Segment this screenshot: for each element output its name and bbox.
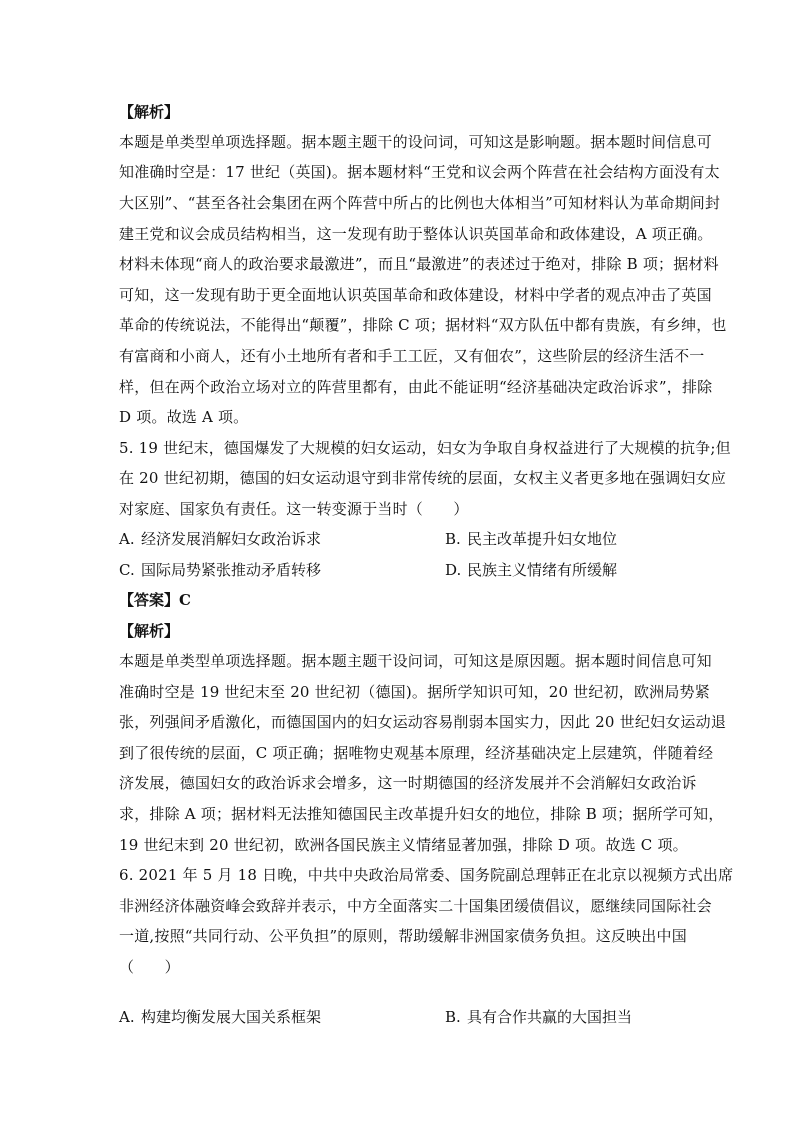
analysis-line: 建王党和议会成员结构相当，这一发现有助于整体认识英国革命和政体建设，A 项正确。 (119, 225, 713, 243)
option-letter: B. (445, 1008, 461, 1026)
analysis-line: 19 世纪末到 20 世纪初，欧洲各国民族主义情绪显著加强，排除 D 项。故选 C 项。 (119, 836, 688, 854)
analysis-heading-q5: 【解析】 (119, 622, 180, 640)
option-letter: D. (445, 561, 462, 579)
analysis-line: D 项。故选 A 项。 (119, 408, 249, 426)
question-5-stem-line: 5. 19 世纪末，德国爆发了大规模的妇女运动，妇女为争取自身权益进行了大规模的抗争;但 (119, 439, 731, 457)
analysis-line: 准确时空是 19 世纪末至 20 世纪初（德国)。据所学知识可知，20 世纪初，欧洲局势紧 (119, 683, 710, 701)
option-letter: A. (119, 1008, 135, 1026)
answer-q5: 【答案】C (119, 591, 191, 609)
analysis-line: 济发展，德国妇女的政治诉求会增多，这一时期德国的经济发展并不会消解妇女政治诉 (119, 774, 697, 792)
question-5-option-c (119, 560, 321, 580)
analysis-line: 材料未体现“商人的政治要求最激进”，而且“最激进”的表述过于绝对，排除 B 项；据材料 (119, 255, 719, 273)
question-6-stem-line: 一道,按照“共同行动、公平负担”的原则，帮助缓解非洲国家债务负担。这反映出中国 (119, 927, 687, 945)
analysis-heading-q4: 【解析】 (119, 103, 180, 121)
question-5-option-d (445, 560, 617, 580)
option-letter: B. (445, 530, 461, 548)
question-5-stem-line: 对家庭、国家负有责任。这一转变源于当时（ ） (119, 500, 469, 518)
analysis-line: 可知，这一发现有助于更全面地认识英国革命和政体建设，材料中学者的观点冲击了英国 (119, 286, 712, 304)
analysis-line: 革命的传统说法，不能得出“颠覆”，排除 C 项；据材料“双方队伍中都有贵族，有乡绅，也 (119, 316, 727, 334)
option-letter: A. (119, 530, 135, 548)
question-6-stem-line: （ ） (119, 958, 180, 976)
analysis-line: 样，但在两个政治立场对立的阵营里都有，由此不能证明“经济基础决定政治诉求”，排除 (119, 378, 713, 396)
option-text: 经济发展消解妇女政治诉求 (141, 530, 322, 548)
option-text: 具有合作共赢的大国担当 (467, 1008, 633, 1026)
question-5-option-b (445, 529, 617, 549)
analysis-line: 知准确时空是：17 世纪（英国)。据本题材料“王党和议会两个阵营在社会结构方面没有太 (119, 163, 720, 181)
question-6-stem-line: 非洲经济体融资峰会致辞并表示，中方全面落实二十国集团缓债倡议，愿继续同国际社会 (119, 897, 712, 915)
option-text: 民主改革提升妇女地位 (467, 530, 618, 548)
question-5-stem-line: 在 20 世纪初期，德国的妇女运动退守到非常传统的层面，女权主义者更多地在强调妇女应 (119, 469, 727, 487)
option-text: 构建均衡发展大国关系框架 (141, 1008, 322, 1026)
analysis-line: 有富商和小商人，还有小土地所有者和手工工匠，又有佃农”，这些阶层的经济生活不一 (119, 347, 705, 365)
analysis-line: 求，排除 A 项；据材料无法推知德国民主改革提升妇女的地位，排除 B 项；据所学可知， (119, 805, 724, 823)
question-6-option-b (445, 1007, 632, 1027)
analysis-line: 到了很传统的层面，C 项正确；据唯物史观基本原理，经济基础决定上层建筑，伴随着经 (119, 744, 714, 762)
option-text: 国际局势紧张推动矛盾转移 (141, 561, 322, 579)
analysis-line: 大区别”、“甚至各社会集团在两个阵营中所占的比例也大体相当”可知材料认为革命期间封 (119, 194, 721, 212)
question-6-stem-line: 6. 2021 年 5 月 18 日晚，中共中央政治局常委、国务院副总理韩正在北京以视频方式出席 (119, 866, 734, 884)
analysis-line: 张，列强间矛盾激化，而德国国内的妇女运动容易削弱本国实力，因此 20 世纪妇女运动退 (119, 713, 727, 731)
option-text: 民族主义情绪有所缓解 (467, 561, 618, 579)
analysis-line: 本题是单类型单项选择题。据本题主题干设问词，可知这是原因题。据本题时间信息可知 (119, 652, 712, 670)
analysis-line: 本题是单类型单项选择题。据本题主题干的设问词，可知这是影响题。据本题时间信息可 (119, 133, 712, 151)
option-letter: C. (119, 561, 135, 579)
question-6-option-a (119, 1007, 321, 1027)
question-5-option-a (119, 529, 321, 549)
